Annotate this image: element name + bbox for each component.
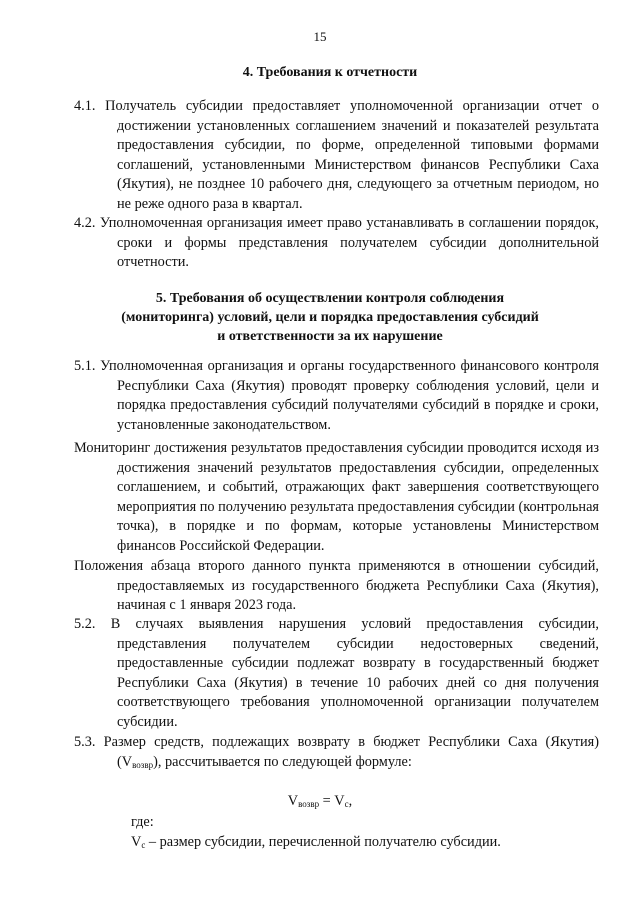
paragraph-4-2 [74,214,599,273]
section-5-title-line-2: (мониторинга) условий, цели и порядка предоставления субсидий [121,310,539,325]
paragraph-5-1-monitoring [74,439,599,557]
section-4-title: 4. Требования к отчетности [242,65,418,80]
formula-v: V [287,793,299,809]
paragraph-5-1-monitoring-text: Мониторинг достижения результатов предоставления субсидии проводится исходя из достижения значений результатов предоставления субсидии, определенных соглашением, и событий, отражающих факт завершения соответствующего мероприятия по получению результата предоставления субсидии (контрольная точка), в порядке и по формам, которые установлены Министерством финансов Российской Федерации. [74,440,599,554]
paragraph-5-3-text-a: 5.3. Размер средств, подлежащих возврату в бюджет Республики Саха (Якутия) (V [74,734,599,770]
definition-sub: c [141,840,146,850]
paragraph-5-1 [74,357,599,435]
paragraph-5-3-text-b: ), рассчитывается по следующей формуле: [153,753,412,770]
section-5-title [60,289,600,346]
paragraph-4-2-text: 4.2. Уполномоченная организация имеет право устанавливать в соглашении порядок, сроки и формы представления получателем субсидии дополнительной отчетности. [74,215,599,271]
paragraph-5-1-provisions [74,557,599,616]
paragraph-5-2-text: 5.2. В случаях выявления нарушения условий предоставления субсидии, представления получателем субсидии недостоверных сведений, предоставленные субсидии подлежат возврату в государственный бюджет Республики Саха (Якутия) в течение 10 рабочих дней со дня получения соответствующего требования уполномоченной организации получателем субсидии. [74,616,599,730]
paragraph-4-1-text: 4.1. Получатель субсидии предоставляет уполномоченной организации отчет о достижении установленных соглашением значений и показателей результата предоставления субсидии, по форме, определенной типовыми формами соглашений, установленными Министерством финансов Республики Саха (Якутия), не позднее 10 рабочего дня, следующего за отчетным периодом, но не реже одного раза в квартал. [74,98,599,212]
paragraph-5-2 [74,615,599,733]
section-5-title-line-1: 5. Требования об осуществлении контроля соблюдения [155,291,505,306]
page-number: 15 [313,29,327,44]
formula-sub-1: возвр [298,799,320,809]
definition-line [131,832,501,852]
definition-v: V [131,834,142,850]
where-label: где: [131,814,154,830]
paragraph-4-1 [74,97,599,215]
definition-text: – размер субсидии, перечисленной получателю субсидии. [145,834,501,850]
formula-end: , [348,793,353,809]
formula-eq: = V [319,793,345,809]
paragraph-5-1-text: 5.1. Уполномоченная организация и органы государственного финансового контроля Республики Саха (Якутия) проводят проверку соблюдения условий, цели и порядка предоставления субсидий получателями субсидий в порядке и сроки, установленные законодательством. [74,358,599,433]
formula-sub-2: с [344,799,349,809]
paragraph-5-1-provisions-text: Положения абзаца второго данного пункта применяются в отношении субсидий, предоставляемых из государственного бюджета Республики Саха (Якутия), начиная с 1 января 2023 года. [74,558,599,614]
section-5-title-line-3: и ответственности за их нарушение [217,329,443,344]
paragraph-5-3 [74,733,599,772]
formula [0,791,640,811]
paragraph-5-3-subscript: возвр [132,759,154,770]
